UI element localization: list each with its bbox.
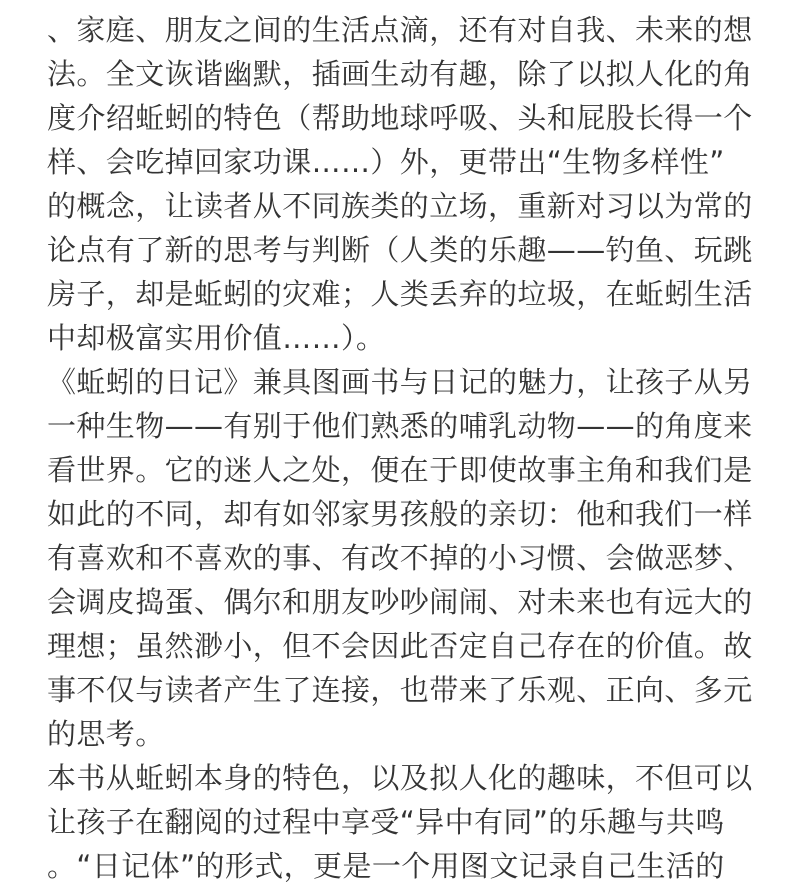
text-line: 论点有了新的思考与判断（人类的乐趣——钓鱼、玩跳 xyxy=(47,233,753,267)
text-line: 事不仅与读者产生了连接，也带来了乐观、正向、多元 xyxy=(47,673,753,707)
text-line: 本书从蚯蚓本身的特色，以及拟人化的趣味，不但可以 xyxy=(47,761,753,795)
text-line: 《蚯蚓的日记》兼具图画书与日记的魅力，让孩子从另 xyxy=(47,365,753,399)
text-line: 让孩子在翻阅的过程中享受“异中有同”的乐趣与共鸣 xyxy=(47,805,725,839)
text-line: 房子，却是蚯蚓的灾难；人类丢弃的垃圾，在蚯蚓生活 xyxy=(47,277,753,311)
text-line: 有喜欢和不喜欢的事、有改不掉的小习惯、会做恶梦、 xyxy=(47,541,753,575)
text-line: 一种生物——有别于他们熟悉的哺乳动物——的角度来 xyxy=(47,409,753,443)
text-line: 会调皮捣蛋、偶尔和朋友吵吵闹闹、对未来也有远大的 xyxy=(47,585,753,619)
text-line: 理想；虽然渺小，但不会因此否定自己存在的价值。故 xyxy=(47,629,753,663)
text-line: 样、会吃掉回家功课……）外，更带出“生物多样性” xyxy=(47,145,725,179)
text-line: 的思考。 xyxy=(47,717,165,751)
text-line: 法。全文诙谐幽默，插画生动有趣，除了以拟人化的角 xyxy=(47,57,753,91)
text-line: 度介绍蚯蚓的特色（帮助地球呼吸、头和屁股长得一个 xyxy=(47,101,753,135)
text-line: 、家庭、朋友之间的生活点滴，还有对自我、未来的想 xyxy=(47,13,753,47)
text-line: 的概念，让读者从不同族类的立场，重新对习以为常的 xyxy=(47,189,753,223)
text-line: 。“日记体”的形式，更是一个用图文记录自己生活的 xyxy=(47,849,725,883)
text-line: 中却极富实用价值……）。 xyxy=(47,321,386,355)
text-line: 如此的不同，却有如邻家男孩般的亲切：他和我们一样 xyxy=(47,497,753,531)
text-line: 看世界。它的迷人之处，便在于即使故事主角和我们是 xyxy=(47,453,753,487)
